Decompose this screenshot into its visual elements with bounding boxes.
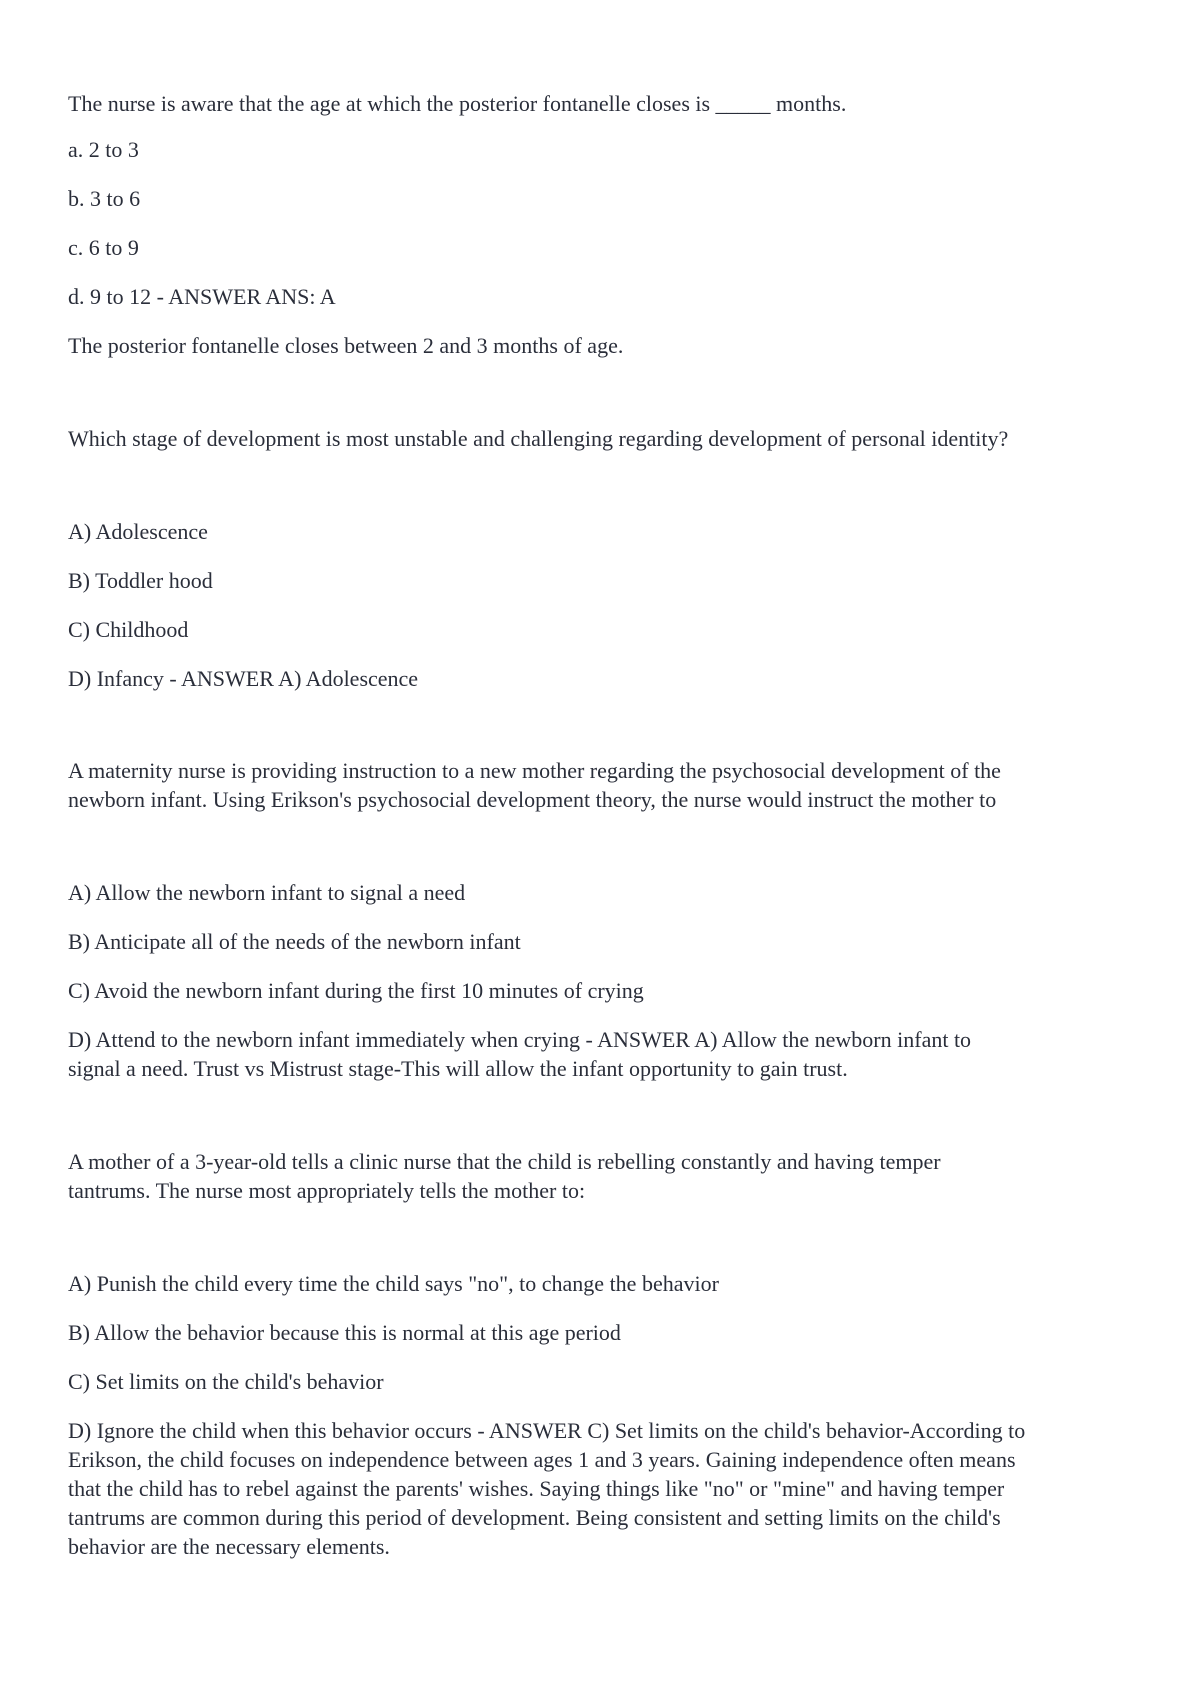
question-2-option-d-answer: D) Infancy - ANSWER A) Adolescence	[68, 666, 419, 691]
question-3-answer-line-1: D) Attend to the newborn infant immediately when crying - ANSWER A) Allow the newborn infant to	[68, 1027, 972, 1052]
question-4-option-b: B) Allow the behavior because this is normal at this age period	[68, 1320, 621, 1345]
question-4-option-c: C) Set limits on the child's behavior	[68, 1369, 384, 1394]
question-1-option-c: c. 6 to 9	[68, 235, 139, 260]
question-3-option-c: C) Avoid the newborn infant during the first 10 minutes of crying	[68, 978, 644, 1003]
question-3-option-b: B) Anticipate all of the needs of the newborn infant	[68, 929, 521, 954]
question-2-option-b: B) Toddler hood	[68, 568, 213, 593]
question-1-stem: The nurse is aware that the age at which the posterior fontanelle closes is _____ months.	[68, 91, 847, 116]
question-4-stem-line-2: tantrums. The nurse most appropriately tells the mother to:	[68, 1178, 586, 1203]
question-4-stem-line-1: A mother of a 3-year-old tells a clinic nurse that the child is rebelling constantly and having temper	[68, 1149, 941, 1174]
question-4-answer-line-4: tantrums are common during this period of development. Being consistent and setting limits on the child's	[68, 1505, 1001, 1530]
question-3-answer-line-2: signal a need. Trust vs Mistrust stage-This will allow the infant opportunity to gain trust.	[68, 1056, 848, 1081]
question-4-answer-line-5: behavior are the necessary elements.	[68, 1534, 390, 1559]
question-2-option-a: A) Adolescence	[68, 519, 208, 544]
question-3-stem-line-1: A maternity nurse is providing instruction to a new mother regarding the psychosocial development of the	[68, 758, 1001, 783]
question-4-answer-line-3: that the child has to rebel against the parents' wishes. Saying things like "no" or "mine" and having temper	[68, 1476, 1005, 1501]
question-1-option-b: b. 3 to 6	[68, 186, 141, 211]
question-2-stem: Which stage of development is most unstable and challenging regarding development of personal identity?	[68, 426, 1009, 451]
question-3-stem-line-2: newborn infant. Using Erikson's psychosocial development theory, the nurse would instruct the mother to	[68, 787, 997, 812]
question-3-option-a: A) Allow the newborn infant to signal a need	[68, 880, 466, 905]
question-4-option-a: A) Punish the child every time the child says "no", to change the behavior	[68, 1271, 719, 1296]
question-4-answer-line-2: Erikson, the child focuses on independence between ages 1 and 3 years. Gaining independence often means	[68, 1447, 1016, 1472]
question-1-option-a: a. 2 to 3	[68, 137, 139, 162]
question-4-answer-line-1: D) Ignore the child when this behavior occurs - ANSWER C) Set limits on the child's behavior-According to	[68, 1418, 1026, 1443]
question-1-rationale: The posterior fontanelle closes between 2 and 3 months of age.	[68, 333, 624, 358]
question-2-option-c: C) Childhood	[68, 617, 189, 642]
question-1-option-d-answer: d. 9 to 12 - ANSWER ANS: A	[68, 284, 336, 309]
